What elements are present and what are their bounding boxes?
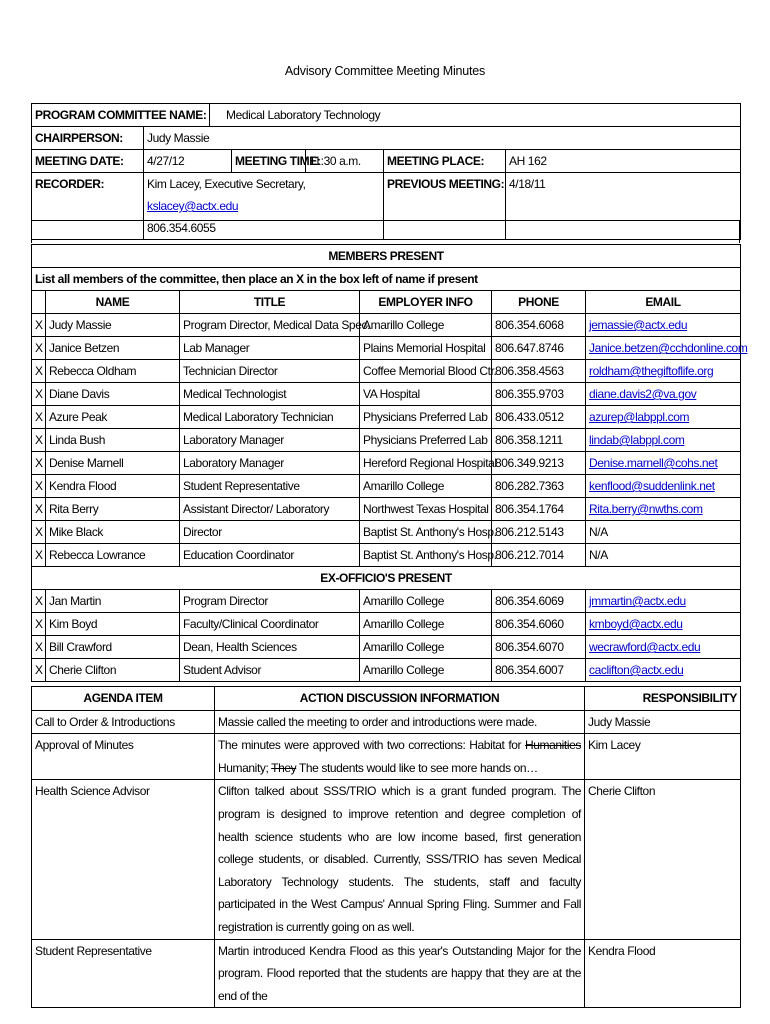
member-title: Assistant Director/ Laboratory — [183, 502, 330, 516]
member-employer-cell — [360, 314, 492, 337]
member-phone-cell — [492, 659, 586, 682]
present-mark-cell — [32, 659, 46, 682]
member-title-cell — [180, 544, 360, 567]
member-employer-cell — [360, 659, 492, 682]
member-employer: Physicians Preferred Lab — [363, 433, 488, 447]
member-row — [32, 406, 741, 429]
present-mark: X — [35, 479, 43, 493]
member-email-cell — [586, 498, 741, 521]
recorder-email-link[interactable]: kslacey@actx.edu — [147, 199, 239, 213]
present-mark-cell — [32, 498, 46, 521]
member-name: Rebecca Lowrance — [49, 548, 146, 562]
member-email-cell — [586, 521, 741, 544]
minutes-text-a: The minutes were approved with two corrections: Habitat for — [218, 738, 525, 753]
member-employer: Hereford Regional Hospital — [363, 456, 497, 470]
member-employer-cell — [360, 429, 492, 452]
members-instruction: List all members of the committee, then place an X in the box left of name if present — [32, 268, 741, 291]
member-title-cell — [180, 360, 360, 383]
email-link[interactable]: Janice.betzen@cchdonline.com — [589, 341, 748, 355]
agenda-item-minutes: Approval of Minutes — [32, 734, 215, 780]
prev-value: 4/18/11 — [506, 173, 741, 240]
email-link[interactable]: diane.davis2@va.gov — [589, 387, 697, 401]
member-name-cell — [46, 521, 180, 544]
member-title-cell — [180, 314, 371, 337]
present-mark-cell — [32, 337, 46, 360]
minutes-strike-1: Humanities — [524, 738, 581, 753]
member-employer: Amarillo College — [363, 617, 444, 631]
member-name-cell — [46, 636, 180, 659]
present-mark: X — [35, 364, 43, 378]
member-title-cell — [180, 659, 360, 682]
present-mark: X — [35, 341, 43, 355]
member-name-cell — [46, 659, 180, 682]
member-name-cell — [46, 314, 180, 337]
member-phone: 806.354.6069 — [495, 594, 564, 608]
program-row — [32, 104, 741, 127]
member-phone-cell — [492, 590, 586, 613]
member-phone-cell — [492, 475, 586, 498]
member-phone-cell — [492, 429, 586, 452]
member-employer: VA Hospital — [363, 387, 420, 401]
place-label: MEETING PLACE: — [384, 150, 506, 173]
member-email-cell — [586, 659, 741, 682]
member-name: Cherie Clifton — [49, 663, 117, 677]
member-employer: Physicians Preferred Lab — [363, 410, 488, 424]
member-phone-cell — [492, 383, 586, 406]
member-title: Student Advisor — [183, 663, 262, 677]
exofficio-section-title: EX-OFFICIO'S PRESENT — [32, 567, 741, 590]
member-phone-cell — [492, 613, 586, 636]
member-employer: Plains Memorial Hospital — [363, 341, 486, 355]
time-label: MEETING TIME: — [232, 150, 306, 173]
email-link[interactable]: jemassie@actx.edu — [589, 318, 688, 332]
present-mark: X — [35, 663, 43, 677]
email-link[interactable]: Rita.berry@nwths.com — [589, 502, 703, 516]
exofficio-row — [32, 636, 741, 659]
recorder-label: RECORDER: — [32, 173, 144, 240]
member-employer-cell — [360, 406, 492, 429]
exofficio-section-row — [32, 567, 741, 590]
email-link[interactable]: kenflood@suddenlink.net — [589, 479, 715, 493]
col-employer-header: EMPLOYER INFO — [360, 291, 492, 314]
member-name: Kendra Flood — [49, 479, 117, 493]
present-mark-cell — [32, 406, 46, 429]
member-employer: Baptist St. Anthony's Hosp. — [363, 548, 497, 562]
member-employer-cell — [360, 590, 492, 613]
members-header-row — [32, 291, 741, 314]
member-employer-cell — [360, 452, 497, 475]
present-mark-cell — [32, 452, 46, 475]
member-title-cell — [180, 429, 360, 452]
present-mark-cell — [32, 544, 46, 567]
member-employer: Coffee Memorial Blood Ctr. — [363, 364, 497, 378]
members-table — [31, 244, 748, 682]
member-employer-cell — [360, 475, 492, 498]
member-row — [32, 498, 741, 521]
present-mark-cell — [32, 429, 46, 452]
member-employer-cell — [360, 521, 497, 544]
member-title: Dean, Health Sciences — [183, 640, 297, 654]
member-name: Linda Bush — [49, 433, 106, 447]
member-title: Program Director, Medical Data Spec. — [183, 318, 371, 332]
member-title: Lab Manager — [183, 341, 250, 355]
member-email-cell — [586, 314, 741, 337]
member-phone-cell — [492, 360, 586, 383]
member-name-cell — [46, 383, 180, 406]
email-link[interactable]: roldham@thegiftoflife.org — [589, 364, 714, 378]
member-name-cell — [46, 360, 180, 383]
member-title-cell — [180, 498, 360, 521]
member-name-cell — [46, 452, 180, 475]
member-row — [32, 360, 741, 383]
member-name: Denise Marnell — [49, 456, 124, 470]
date-row — [32, 150, 741, 173]
member-title: Technician Director — [183, 364, 278, 378]
present-mark: X — [35, 456, 43, 470]
present-mark: X — [35, 502, 43, 516]
present-mark-cell — [32, 383, 46, 406]
member-email-cell — [586, 544, 741, 567]
present-mark: X — [35, 318, 43, 332]
member-title-cell — [180, 521, 360, 544]
member-title: Laboratory Manager — [183, 456, 284, 470]
col-title-header: TITLE — [180, 291, 360, 314]
member-title-cell — [180, 337, 360, 360]
agenda-text-advisor: Clifton talked about SSS/TRIO which is a grant funded program. The program is designed to improve retention and degree completion of health science students who are low income based, first generation college students, or disabled. Currently, SSS/TRIO has seven Medical Laboratory Technology students. The students, staff and faculty participated in the West Campus' Annual Spring Fling. Summer and Fall registration is currently going on as well. — [215, 780, 585, 939]
member-email-cell — [586, 613, 741, 636]
member-phone: 806.349.9213 — [495, 456, 564, 470]
present-mark: X — [35, 410, 43, 424]
member-phone: 806.282.7363 — [495, 479, 564, 493]
member-row — [32, 475, 741, 498]
agenda-text-student: Martin introduced Kendra Flood as this year's Outstanding Major for the program. Flood reported that the students are happy that they are at the end of the — [215, 939, 585, 1008]
present-mark-cell — [32, 360, 46, 383]
present-mark: X — [35, 594, 43, 608]
member-phone-cell — [492, 452, 586, 475]
member-row — [32, 544, 741, 567]
agenda-text-call: Massie called the meeting to order and introductions were made. — [215, 710, 585, 734]
document-title: Advisory Committee Meeting Minutes — [284, 64, 486, 78]
member-employer: Northwest Texas Hospital — [363, 502, 489, 516]
present-mark: X — [35, 640, 43, 654]
member-email: N/A — [589, 525, 608, 539]
present-mark-cell — [32, 475, 46, 498]
present-mark: X — [35, 525, 43, 539]
chair-label: CHAIRPERSON: — [32, 127, 144, 150]
member-phone: 806.212.7014 — [495, 548, 564, 562]
member-name: Janice Betzen — [49, 341, 120, 355]
member-row — [32, 383, 741, 406]
col-phone-header: PHONE — [492, 291, 586, 314]
program-value: Medical Laboratory Technology — [210, 104, 741, 127]
agenda-item-call: Call to Order & Introductions — [32, 710, 215, 734]
member-name: Rita Berry — [49, 502, 99, 516]
member-employer: Amarillo College — [363, 640, 444, 654]
agenda-resp-call: Judy Massie — [585, 710, 741, 734]
member-row — [32, 521, 741, 544]
member-phone: 806.212.5143 — [495, 525, 564, 539]
present-mark: X — [35, 617, 43, 631]
member-title: Education Coordinator — [183, 548, 295, 562]
agenda-responsibility-header: RESPONSIBILITY — [585, 687, 741, 711]
member-phone: 806.647.8746 — [495, 341, 564, 355]
member-phone-cell — [492, 636, 586, 659]
member-title: Director — [183, 525, 222, 539]
member-employer: Amarillo College — [363, 663, 444, 677]
member-name: Kim Boyd — [49, 617, 98, 631]
member-email-cell — [586, 590, 741, 613]
member-title: Faculty/Clinical Coordinator — [183, 617, 319, 631]
agenda-discussion-header: ACTION DISCUSSION INFORMATION — [215, 687, 585, 711]
members-instruction-row — [32, 268, 741, 291]
agenda-header-row — [32, 687, 741, 711]
member-employer-cell — [360, 498, 492, 521]
member-name: Diane Davis — [49, 387, 110, 401]
present-mark-cell — [32, 636, 46, 659]
recorder-phone: 806.354.6055 — [147, 221, 216, 235]
member-name-cell — [46, 498, 180, 521]
email-link[interactable]: wecrawford@actx.edu — [589, 640, 701, 654]
member-email-cell — [586, 360, 741, 383]
agenda-row-minutes — [32, 734, 741, 780]
member-name: Mike Black — [49, 525, 104, 539]
email-link[interactable]: lindab@labppl.com — [589, 433, 685, 447]
prev-label: PREVIOUS MEETING: — [384, 173, 506, 240]
member-title-cell — [180, 406, 360, 429]
blank-spacer-row — [31, 220, 740, 243]
member-phone-cell — [492, 521, 586, 544]
agenda-item-header: AGENDA ITEM — [32, 687, 215, 711]
member-title: Program Director — [183, 594, 268, 608]
member-phone-cell — [492, 406, 586, 429]
present-mark-cell — [32, 521, 46, 544]
exofficio-row — [32, 659, 741, 682]
chair-value: Judy Massie — [144, 127, 741, 150]
col-check-header — [32, 291, 46, 314]
program-label: PROGRAM COMMITTEE NAME: — [32, 104, 210, 127]
member-email-cell — [586, 475, 741, 498]
member-title: Laboratory Manager — [183, 433, 284, 447]
member-name: Bill Crawford — [49, 640, 112, 654]
member-row — [32, 314, 741, 337]
minutes-text-c: The students would like to see more hands on… — [296, 760, 538, 775]
col-name-header: NAME — [46, 291, 180, 314]
member-row — [32, 337, 741, 360]
member-name-cell — [46, 590, 180, 613]
agenda-text-minutes — [215, 734, 585, 780]
member-phone: 806.354.6070 — [495, 640, 564, 654]
agenda-row-student — [32, 939, 741, 1008]
minutes-text-b: Humanity; — [218, 760, 272, 775]
time-value: 11:30 a.m. — [306, 150, 384, 173]
member-email-cell — [586, 452, 741, 475]
present-mark: X — [35, 387, 43, 401]
email-link[interactable]: azurep@labppl.com — [589, 410, 690, 424]
member-title-cell — [180, 452, 360, 475]
member-phone: 806.355.9703 — [495, 387, 564, 401]
agenda-resp-advisor: Cherie Clifton — [585, 780, 741, 939]
member-title: Medical Laboratory Technician — [183, 410, 334, 424]
members-section-row — [32, 245, 741, 268]
member-email-cell — [586, 383, 741, 406]
member-title: Medical Technologist — [183, 387, 287, 401]
email-link[interactable]: jmmartin@actx.edu — [589, 594, 686, 608]
member-row — [32, 452, 741, 475]
member-employer: Amarillo College — [363, 318, 444, 332]
agenda-row-call — [32, 710, 741, 734]
members-section-title: MEMBERS PRESENT — [32, 245, 741, 268]
member-employer-cell — [360, 636, 492, 659]
member-email-cell — [586, 636, 741, 659]
member-employer: Amarillo College — [363, 479, 444, 493]
member-email-cell — [586, 406, 741, 429]
present-mark-cell — [32, 314, 46, 337]
member-employer-cell — [360, 383, 492, 406]
member-name: Judy Massie — [49, 318, 112, 332]
email-link[interactable]: kmboyd@actx.edu — [589, 617, 683, 631]
member-name-cell — [46, 406, 180, 429]
col-email-header: EMAIL — [586, 291, 741, 314]
member-employer-cell — [360, 337, 492, 360]
present-mark: X — [35, 433, 43, 447]
agenda-item-student: Student Representative — [32, 939, 215, 1008]
member-name-cell — [46, 613, 180, 636]
member-email-cell — [586, 429, 741, 452]
member-name: Azure Peak — [49, 410, 108, 424]
member-title: Student Representative — [183, 479, 300, 493]
member-phone-cell — [492, 498, 586, 521]
member-email-cell — [586, 337, 748, 360]
member-title-cell — [180, 613, 360, 636]
present-mark-cell — [32, 590, 46, 613]
member-employer: Baptist St. Anthony's Hosp. — [363, 525, 497, 539]
email-link[interactable]: Denise.marnell@cohs.net — [589, 456, 718, 470]
member-name-cell — [46, 475, 180, 498]
date-label: MEETING DATE: — [32, 150, 144, 173]
member-employer: Amarillo College — [363, 594, 444, 608]
member-name-cell — [46, 544, 180, 567]
agenda-table — [31, 686, 741, 1008]
agenda-item-advisor: Health Science Advisor — [32, 780, 215, 939]
chair-row — [32, 127, 741, 150]
member-phone: 806.358.1211 — [495, 433, 563, 447]
member-email: N/A — [589, 548, 608, 562]
member-phone-cell — [492, 544, 586, 567]
date-value: 4/27/12 — [144, 150, 232, 173]
member-name-cell — [46, 337, 180, 360]
member-row — [32, 429, 741, 452]
agenda-resp-minutes: Kim Lacey — [585, 734, 741, 780]
email-link[interactable]: caclifton@actx.edu — [589, 663, 684, 677]
member-title-cell — [180, 590, 360, 613]
member-name: Jan Martin — [49, 594, 102, 608]
place-value: AH 162 — [506, 150, 741, 173]
member-phone-cell — [492, 314, 586, 337]
present-mark-cell — [32, 613, 46, 636]
exofficio-row — [32, 590, 741, 613]
member-phone: 806.354.6007 — [495, 663, 564, 677]
member-phone: 806.354.1764 — [495, 502, 564, 516]
member-employer-cell — [360, 613, 492, 636]
member-name: Rebecca Oldham — [49, 364, 137, 378]
member-employer-cell — [360, 544, 497, 567]
member-phone: 806.354.6060 — [495, 617, 564, 631]
member-employer-cell — [360, 360, 497, 383]
member-phone: 806.358.4563 — [495, 364, 564, 378]
member-rows — [32, 314, 748, 567]
agenda-row-advisor — [32, 780, 741, 939]
agenda-resp-student: Kendra Flood — [585, 939, 741, 1008]
exofficio-row — [32, 613, 741, 636]
member-title-cell — [180, 636, 360, 659]
recorder-name: Kim Lacey, Executive Secretary, — [147, 177, 306, 191]
member-name-cell — [46, 429, 180, 452]
member-title-cell — [180, 383, 360, 406]
member-phone: 806.354.6068 — [495, 318, 564, 332]
member-phone-cell — [492, 337, 586, 360]
present-mark: X — [35, 548, 43, 562]
minutes-strike-2: They — [271, 760, 297, 775]
exofficio-rows — [32, 590, 741, 682]
member-phone: 806.433.0512 — [495, 410, 564, 424]
member-title-cell — [180, 475, 360, 498]
